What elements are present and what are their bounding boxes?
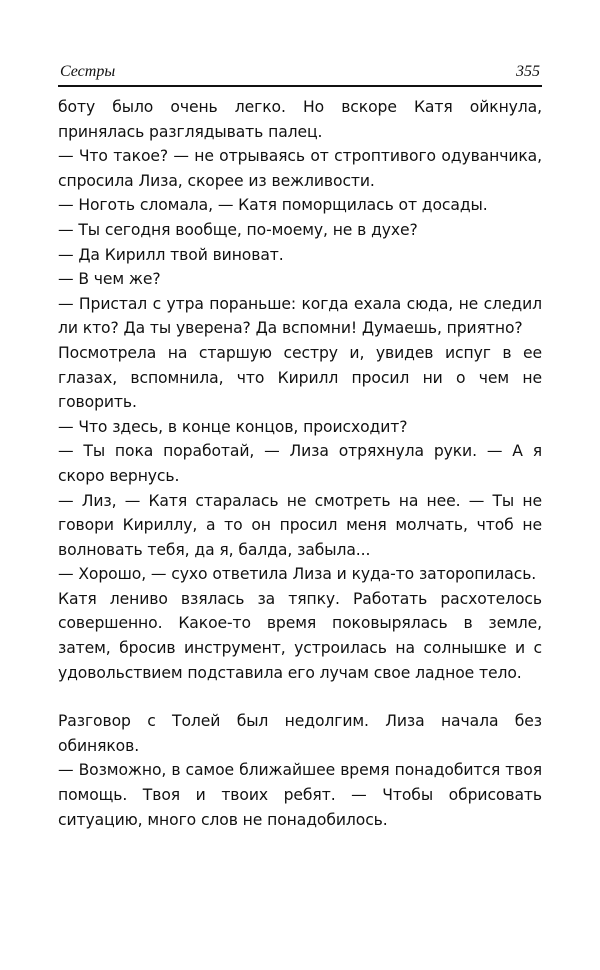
paragraph: — Возможно, в самое ближайшее время понадобится твоя помощь. Твоя и твоих ребят. — Чтобы обрисовать ситуацию, много слов не понадобилось. bbox=[58, 761, 542, 829]
paragraph: боту было очень легко. Но вскоре Катя ойкнула, принялась разглядывать палец. bbox=[58, 98, 542, 141]
paragraph: — В чем же? bbox=[58, 270, 161, 289]
page-number: 355 bbox=[516, 63, 540, 80]
paragraph: — Лиз, — Катя старалась не смотреть на нее. — Ты не говори Кириллу, а то он просил меня молчать, чтоб не волновать тебя, да я, балда, забыла... bbox=[58, 491, 542, 559]
section-break bbox=[58, 685, 542, 709]
paragraph: Посмотрела на старшую сестру и, увидев испуг в ее глазах, вспомнила, что Кирилл просил ни о чем не говорить. bbox=[58, 343, 542, 412]
paragraph: Катя лениво взялась за тяпку. Работать расхотелось совершенно. Какое-то время поковырялась в земле, затем, бросив инструмент, устроилась на солнышке и с удовольствием подставила его лучам свое ладное тело. bbox=[58, 589, 542, 682]
paragraph: Разговор с Толей был недолгим. Лиза начала без обиняков. bbox=[58, 712, 542, 755]
chapter-title: Сестры bbox=[60, 63, 116, 80]
paragraph: — Ноготь сломала, — Катя поморщилась от досады. bbox=[58, 196, 488, 215]
paragraph: — Что такое? — не отрываясь от строптивого одуванчика, спросила Лиза, скорее из вежливости. bbox=[58, 147, 542, 190]
paragraph: — Да Кирилл твой виноват. bbox=[58, 245, 284, 264]
paragraph: — Что здесь, в конце концов, происходит? bbox=[58, 417, 408, 436]
paragraph: — Ты сегодня вообще, по-моему, не в духе? bbox=[58, 220, 418, 239]
paragraph: — Пристал с утра пораньше: когда ехала сюда, не следил ли кто? Да ты уверена? Да вспомни! Думаешь, приятно? bbox=[58, 294, 542, 338]
book-page bbox=[58, 62, 542, 832]
running-header bbox=[58, 62, 542, 87]
body-text bbox=[58, 95, 542, 832]
paragraph: — Хорошо, — сухо ответила Лиза и куда-то заторопилась. bbox=[58, 565, 537, 584]
paragraph: — Ты пока поработай, — Лиза отряхнула руки. — А я скоро вернусь. bbox=[58, 442, 542, 485]
